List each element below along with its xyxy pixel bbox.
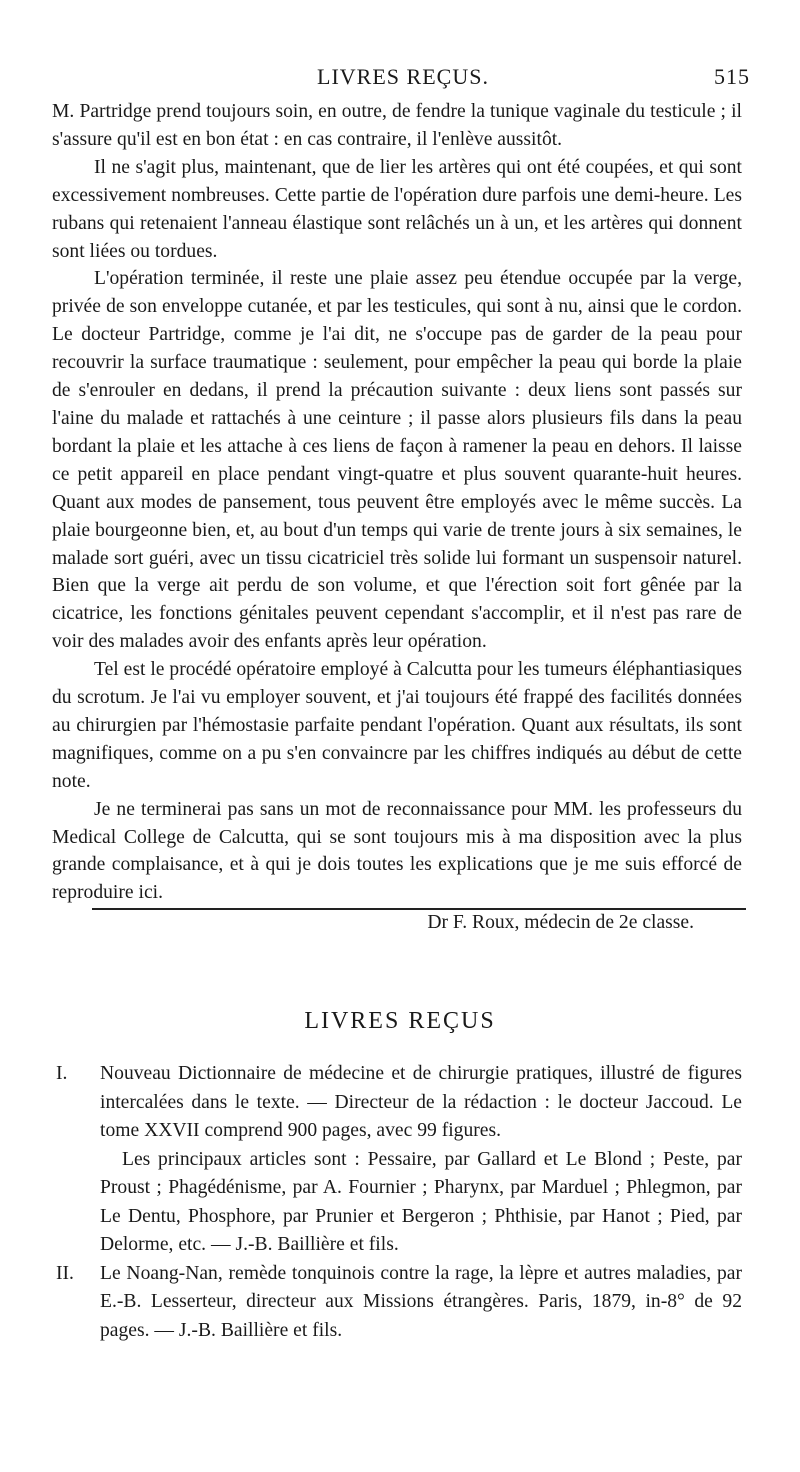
article-body (52, 98, 742, 937)
article-paragraph: Il ne s'agit plus, maintenant, que de lier les artères qui ont été coupées, et qui sont excessivement nombreuses. Cette partie de l'opération dure parfois une demi-heure. Les rubans qui retenaient l'anneau élastique sont relâchés un à un, et les artères qui donnent sont liées ou tordues. (52, 156, 742, 262)
running-header (56, 64, 750, 94)
entry-text: Le Noang-Nan, remède tonquinois contre la rage, la lèpre et autres maladies, par E.-B. Lesserteur, directeur aux Missions étrangères. Paris, 1879, in-8° de 92 pages. — J.-B. Baillière et fils. (100, 1262, 742, 1341)
book-entry (56, 1260, 742, 1346)
book-entry (56, 1060, 742, 1260)
article-paragraph: L'opération terminée, il reste une plaie assez peu étendue occupée par la verge, privée de son enveloppe cutanée, et par les testicules, qui sont à nu, ainsi que le cordon. Le docteur Partridge, comme je l'ai dit, ne s'occupe pas de garder de la peau pour recouvrir la surface traumatique : seulement, pour empêcher la peau qui borde la plaie de s'enrouler en dedans, il prend la précaution suivante : deux liens sont passés sur l'aine du malade et rattachés à une ceinture ; il passe alors plusieurs fils dans la peau bordant la plaie et les attache à ces liens de façon à ramener la peau en dehors. Il laisse ce petit appareil en place pendant vingt-quatre et plus souvent quarante-huit heures. Quant aux modes de pansement, tous peuvent être employés avec le même succès. La plaie bourgeonne bien, et, au bout d'un temps qui varie de trente jours à six semaines, le malade sort guéri, avec un tissu cicatriciel très solide lui formant un suspensoir naturel. Bien que la verge ait perdu de son volume, et que l'érection soit fort gênée par la cicatrice, les fonctions génitales peuvent cependant s'accomplir, et il n'est pas rare de voir des malades avoir des enfants après leur opération. (52, 268, 742, 653)
article-paragraph: M. Partridge prend toujours soin, en outre, de fendre la tunique vaginale du testicule ; il s'assure qu'il est en bon état : en cas contraire, il l'enlève aussitôt. (52, 101, 742, 150)
page-number: 515 (714, 64, 750, 89)
article-paragraph: Je ne terminerai pas sans un mot de reconnaissance pour MM. les professeurs du Medical College de Calcutta, qui se sont toujours mis à ma disposition avec la plus grande complaisance, et à qui je dois toutes les explications que je me suis efforcé de reproduire ici. (52, 798, 742, 904)
section-divider (92, 908, 746, 910)
entry-number: I. (56, 1063, 68, 1084)
article-paragraph: Tel est le procédé opératoire employé à Calcutta pour les tumeurs éléphantiasiques du scrotum. Je l'ai vu employer souvent, et j'ai toujours été frappé des facilités données au chirurgien par l'hémostasie parfaite pendant l'opération. Quant aux résultats, ils sont magnifiques, comme on a pu s'en convaincre par les chiffres indiqués au début de cette note. (52, 659, 742, 792)
entry-subtext: Les principaux articles sont : Pessaire, par Gallard et Le Blond ; Peste, par Proust ; Phagédénisme, par A. Fournier ; Pharynx, par Marduel ; Phlegmon, par Le Dentu, Phosphore, par Prunier et Bergeron ; Phthisie, par Hanot ; Pied, par Delorme, etc. — J.-B. Baillière et fils. (100, 1148, 742, 1255)
book-list (56, 1060, 742, 1345)
entry-number: II. (56, 1262, 74, 1284)
entry-text: Nouveau Dictionnaire de médecine et de chirurgie pratiques, illustré de figures intercalées dans le texte. — Directeur de la rédaction : le docteur Jaccoud. Le tome XXVII comprend 900 pages, avec 99 figures. (100, 1063, 742, 1141)
running-title: LIVRES REÇUS. (317, 64, 489, 89)
section-title: LIVRES REÇUS (304, 1008, 496, 1034)
signature: Dr F. Roux, médecin de 2e classe. (427, 912, 694, 934)
